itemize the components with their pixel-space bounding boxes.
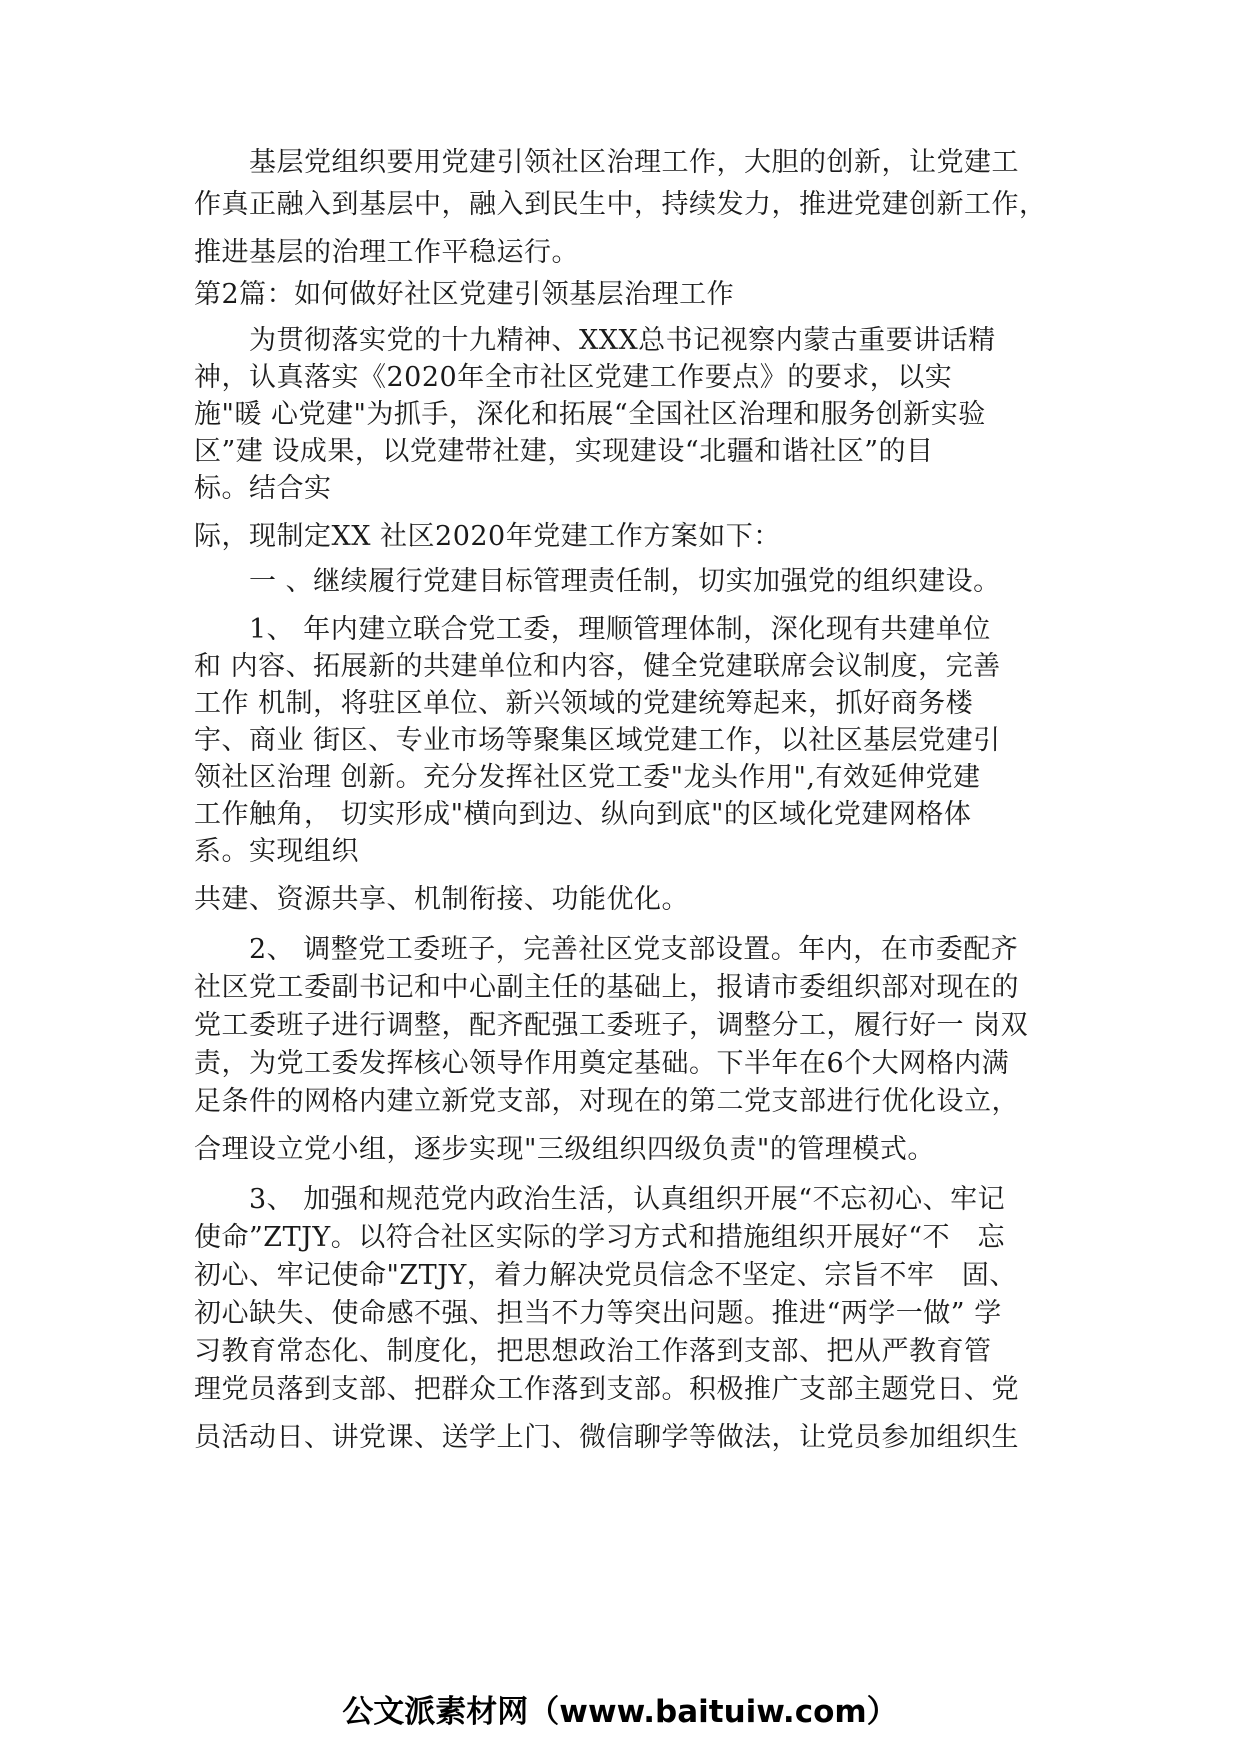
numbered-heading: 一 、继续履行党建目标管理责任制，切实加强党的组织建设。 xyxy=(194,566,1001,597)
text-line: 标。结合实 xyxy=(194,473,332,504)
text-line: 足条件的网格内建立新党支部，对现在的第二党支部进行优化设立， xyxy=(194,1086,1019,1117)
text-line: 使命”ZTJY。以符合社区实际的学习方式和措施组织开展好“不 忘 xyxy=(194,1222,1006,1253)
text-line: 基层党组织要用党建引领社区治理工作，大胆的创新，让党建工 xyxy=(194,147,1019,178)
text-line: 社区党工委副书记和中心副主任的基础上，报请市委组织部对现在的 xyxy=(194,972,1019,1003)
text-line: 神，认真落实《2020年全市社区党建工作要点》的要求，以实 xyxy=(194,362,953,393)
text-line: 和 内容、拓展新的共建单位和内容，健全党建联席会议制度，完善 xyxy=(194,651,1001,682)
text-line: 推进基层的治理工作平稳运行。 xyxy=(194,237,579,268)
text-line: 理党员落到支部、把群众工作落到支部。积极推广支部主题党日、党 xyxy=(194,1374,1019,1405)
text-line: 领社区治理 创新。充分发挥社区党工委"龙头作用",有效延伸党建 xyxy=(194,762,981,793)
text-line: 责，为党工委发挥核心领导作用奠定基础。下半年在6个大网格内满 xyxy=(194,1048,1010,1079)
text-line: 员活动日、讲党课、送学上门、微信聊学等做法，让党员参加组织生 xyxy=(194,1422,1019,1453)
text-line: 系。实现组织 xyxy=(194,836,359,867)
text-line: 为贯彻落实党的十九精神、XXX总书记视察内蒙古重要讲话精 xyxy=(194,325,996,356)
text-line: 习教育常态化、制度化，把思想政治工作落到支部、把从严教育管 xyxy=(194,1336,992,1367)
text-line: 1、 年内建立联合党工委，理顺管理体制，深化现有共建单位 xyxy=(194,614,991,645)
text-line: 共建、资源共享、机制衔接、功能优化。 xyxy=(194,884,689,915)
text-line: 工作 机制，将驻区单位、新兴领域的党建统筹起来，抓好商务楼 xyxy=(194,688,974,719)
text-line: 作真正融入到基层中，融入到民生中，持续发力，推进党建创新工作， xyxy=(194,189,1047,220)
text-line: 区”建 设成果，以党建带社建，实现建设“北疆和谐社区”的目 xyxy=(194,436,934,467)
text-line: 合理设立党小组，逐步实现"三级组织四级负责"的管理模式。 xyxy=(194,1134,935,1165)
text-line: 初心缺失、使命感不强、担当不力等突出问题。推进“两学一做” 学 xyxy=(194,1298,1002,1329)
footer-watermark: 公文派素材网（www.baituiw.com） xyxy=(342,1694,898,1730)
text-line: 党工委班子进行调整，配齐配强工委班子，调整分工，履行好一 岗双 xyxy=(194,1010,1029,1041)
text-line: 际，现制定XX 社区2020年党建工作方案如下： xyxy=(194,521,781,552)
text-line: 2、 调整党工委班子，完善社区党支部设置。年内，在市委配齐 xyxy=(194,934,1019,965)
text-line: 施"暖 心党建"为抓手，深化和拓展“全国社区治理和服务创新实验 xyxy=(194,399,986,430)
text-line: 初心、牢记使命"ZTJY，着力解决党员信念不坚定、宗旨不牢 固、 xyxy=(194,1260,1017,1291)
text-line: 工作触角， 切实形成"横向到边、纵向到底"的区域化党建网格体 xyxy=(194,799,972,830)
section-heading: 第2篇：如何做好社区党建引领基层治理工作 xyxy=(194,279,735,310)
text-line: 宇、商业 街区、专业市场等聚集区域党建工作，以社区基层党建引 xyxy=(194,725,1001,756)
text-line: 3、 加强和规范党内政治生活，认真组织开展“不忘初心、牢记 xyxy=(194,1184,1006,1215)
